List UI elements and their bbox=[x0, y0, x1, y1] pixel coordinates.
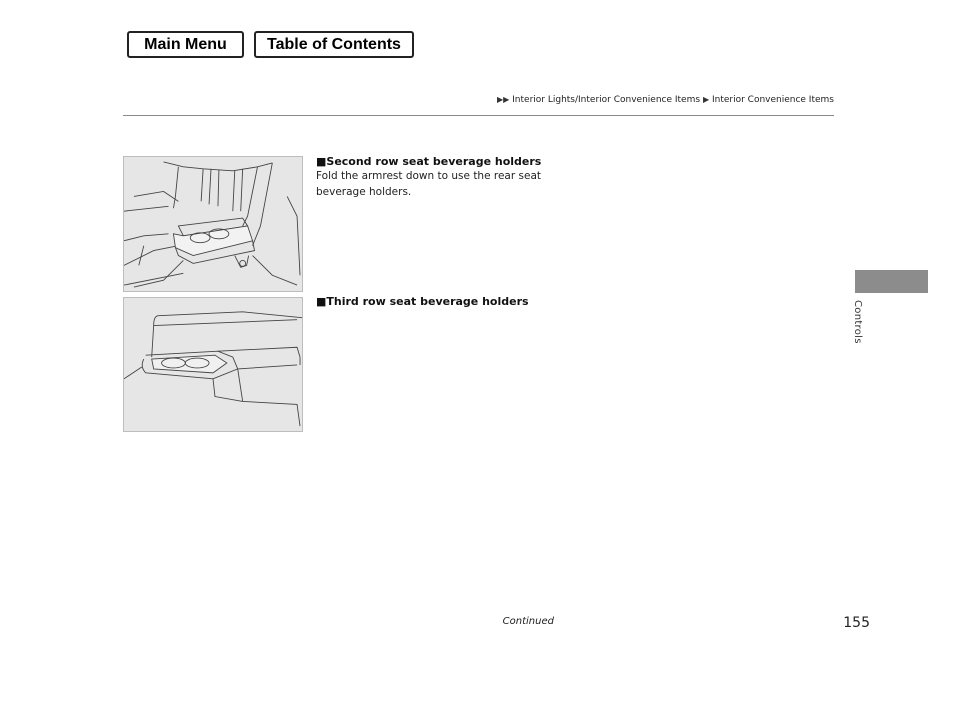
section-heading: ■Second row seat beverage holders bbox=[316, 155, 542, 168]
breadcrumb-item-interior-lights[interactable]: Interior Lights/Interior Convenience Items bbox=[512, 95, 701, 105]
second-row-section bbox=[316, 154, 576, 200]
breadcrumb-arrow-icon: ▶▶ bbox=[496, 95, 510, 104]
table-of-contents-button[interactable]: Table of Contents bbox=[254, 31, 414, 58]
third-row-section bbox=[316, 294, 576, 309]
section-tab-marker bbox=[855, 270, 928, 293]
main-menu-button[interactable]: Main Menu bbox=[127, 31, 244, 58]
page-number: 155 bbox=[843, 615, 870, 631]
second-row-beverage-holder-illustration bbox=[123, 156, 303, 292]
armrest-drawing bbox=[124, 298, 302, 431]
continued-label: Continued bbox=[502, 616, 554, 627]
armrest-drawing bbox=[124, 157, 302, 291]
breadcrumb-item-convenience-items[interactable]: Interior Convenience Items bbox=[711, 95, 834, 105]
header-divider bbox=[123, 115, 834, 116]
breadcrumb bbox=[490, 95, 834, 105]
section-body-line: Fold the armrest down to use the rear seat bbox=[316, 170, 542, 182]
third-row-beverage-holder-illustration bbox=[123, 297, 303, 432]
section-body-line: beverage holders. bbox=[316, 185, 412, 198]
section-heading: ■Third row seat beverage holders bbox=[316, 295, 529, 308]
breadcrumb-arrow-icon: ▶ bbox=[702, 95, 710, 104]
side-tab-label: Controls bbox=[852, 300, 863, 344]
